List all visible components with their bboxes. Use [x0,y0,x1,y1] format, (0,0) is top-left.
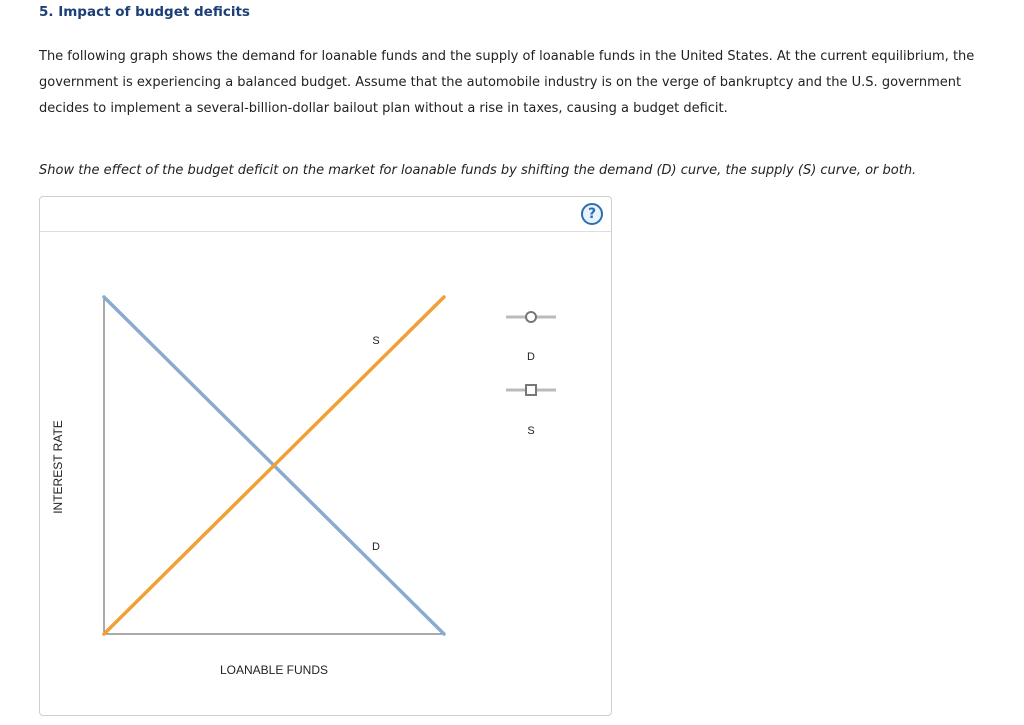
x-axis-label: LOANABLE FUNDS [219,663,329,677]
question-title: 5. Impact of budget deficits [39,4,250,20]
supply-tool-label: S [527,425,535,437]
supply-tool[interactable] [506,385,556,437]
y-axis-label: INTEREST RATE [51,420,65,514]
demand-curve-label: D [372,540,380,553]
question-instruction: Show the effect of the budget deficit on the market for loanable funds by shifting the demand (D) curve, the supply (S) curve, or both. [39,163,917,178]
help-icon[interactable]: ? [581,203,603,225]
question-text: The following graph shows the demand for loanable funds and the supply of loanable funds in the United States. At the current equilibrium, the government is experiencing a balanced budget. Assume that the automobile industry is on the verge of bankruptcy and the U.S. government decides to implement a several-billion-dollar bailout plan without a rise in taxes, causing a budget deficit. [39,49,975,116]
demand-tool-label: D [527,351,535,363]
loanable-funds-chart [40,197,613,717]
demand-tool-circle-icon[interactable] [526,312,536,322]
supply-tool-square-icon[interactable] [526,385,536,395]
graph-panel [39,196,612,716]
supply-curve-label: S [372,335,380,348]
demand-tool[interactable] [506,312,556,363]
